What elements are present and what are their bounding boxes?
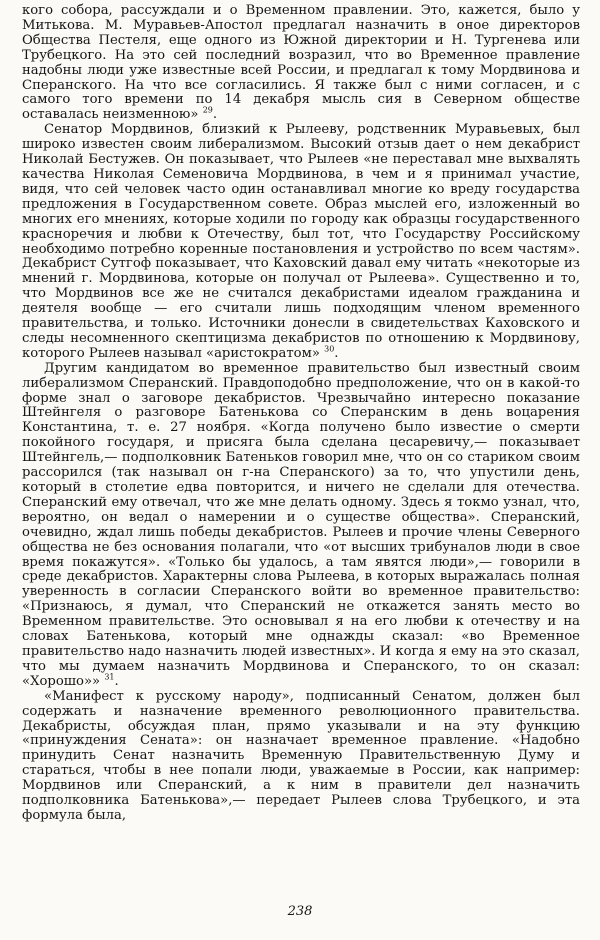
paragraph-text: «Манифест к русскому народу», подписанный Сенатом, должен был содержать и назначение временного революционного правительства. Декабристы, обсуждая план, прямо указывали и на эту функцию «принуждения Сената»: он назначает временное правление. «Надобно принудить Сенат назначить Временную Правительственную Думу и стараться, чтобы в нее попали люди, уважаемые в России, как например: Мордвинов или Сперанский, а к ним в правители дел назначить подполковника Батенькова»,— передает Рылеев слова Трубецкого, и эта формула была,: [22, 688, 580, 823]
paragraph-4: [22, 690, 580, 824]
paragraph-text: кого собора, рассуждали и о Временном правлении. Это, кажется, было у Митькова. М. Муравьев-Апостол предлагал назначить в оное директоров Общества Пестеля, еще одного из Южной директории и Н. Тургенева или Трубецкого. На это сей последний возразил, что во Временное правление надобны люди уже известные всей России, и предлагал к тому Мордвинова и Сперанского. На что все согласились. Я также был с ними согласен, и с самого того времени по 14 декабря мысль сия в Северном обществе оставалась неизменною»: [22, 3, 580, 123]
page-text: [22, 4, 580, 824]
paragraph-text: Сенатор Мордвинов, близкий к Рылееву, родственник Муравьевых, был широко известен своим либерализмом. Высокий отзыв дает о нем декабрист Николай Бестужев. Он показывает, что Рылеев «не переставал мне выхвалять качества Николая Семеновича Мордвинова, в чем и я принимал участие, видя, что сей человек часто один останавливал многие ко вреду государства предложения в Государственном совете. Образ мыслей его, изложенный во многих его мнениях, которые ходили по городу как образцы государственного красноречия и любви к Отечеству, был тот, что Государству Российскому необходимо потребно коренные постановления и устройство по всем частям». Декабрист Сутгоф показывает, что Каховский давал ему читать «некоторые из мнений г. Мордвинова, которые он получал от Рылеева». Существенно и то, что Мордвинов все же не считался декабристами идеалом гражданина и деятеля вообще — его считали лишь подходящим членом временного правительства, и только. Источники донесли в свидетельствах Каховского и следы несомненного скептицизма декабристов по отношению к Мордвинову, которого Рылеев называл «аристократом»: [22, 122, 580, 361]
footnote-ref[interactable]: 31: [104, 672, 115, 682]
paragraph-text: Другим кандидатом во временное правительство был известный своим либерализмом Сперанский. Правдоподобно предположение, что он в какой-то форме знал о заговоре декабристов. Чрезвычайно интересно показание Штейнгеля о разговоре Батенькова со Сперанским в день воцарения Константина, т. е. 27 ноября. «Когда получено было известие о смерти покойного государя, и присяга была сделана цесаревичу,— показывает Штейнгель,— подполковник Батеньков говорил мне, что он со стариком своим рассорился (так называл он г-на Сперанского) за то, что упустили день, который в столетие едва повторится, и ничего не сделали для отечества. Сперанский ему отвечал, что же мне делать одному. Здесь я токмо узнал, что, вероятно, он ведал о намерении и о существе общества». Сперанский, очевидно, ждал лишь победы декабристов. Рылеев и прочие члены Северного общества не без основания полагали, что «от высших трибуналов люди в свое время покажутся». «Только бы удалось, а там явятся люди»,— говорили в среде декабристов. Характерны слова Рылеева, в которых выражалась полная уверенность в согласии Сперанского войти во временное правительство: «Признаюсь, я думал, что Сперанский не откажется занять место во Временном правительстве. Это основывал я на его любви к отечеству и на словах Батенькова, который мне однажды сказал: «во Временное правительство надо назначить людей известных». И когда я ему на это сказал, что мы думаем назначить Мордвинова и Сперанского, то он сказал: «Хорошо»»: [22, 360, 580, 689]
page-number: 238: [287, 904, 313, 919]
footnote-ref[interactable]: 30: [324, 344, 335, 354]
paragraph-1: кого собора, рассуждали и о Временном правлении. Это, кажется, было у Митькова. М. Муравьев-Апостол предлагал назначить в оное директоров Общества Пестеля, еще одного из Южной директории и Н. Тургенева или Трубецкого. На это сей последний возразил, что во Временное правление надобны люди уже известные всей России, и предлагал к тому Мордвинова и Сперанского. На что все согласились. Я также был с ними согласен, и с самого того времени по 14 декабря мысль сия в Северном обществе оставалась неизменною» $^{29}$.: [22, 3, 580, 123]
paragraph-3: Другим кандидатом во временное правительство был известный своим либерализмом Сперанский. Правдоподобно предположение, что он в какой-то форме знал о заговоре декабристов. Чрезвычайно интересно показание Штейнгеля о разговоре Батенькова со Сперанским в день воцарения Константина, т. е. 27 ноября. «Когда получено было известие о смерти покойного государя, и присяга была сделана цесаревичу,— показывает Штейнгель,— подполковник Батеньков говорил мне, что он со стариком своим рассорился (так называл он г-на Сперанского) за то, что упустили день, который в столетие едва повторится, и ничего не сделали для отечества. Сперанский ему отвечал, что же мне делать одному. Здесь я токмо узнал, что, вероятно, он ведал о намерении и о существе общества». Сперанский, очевидно, ждал лишь победы декабристов. Рылеев и прочие члены Северного общества не без основания полагали, что «от высших трибуналов люди в свое время покажутся». «Только бы удалось, а там явятся люди»,— говорили в среде декабристов. Характерны слова Рылеева, в которых выражалась полная уверенность в согласии Сперанского войти во временное правительство: «Признаюсь, я думал, что Сперанский не откажется занять место во Временном правительстве. Это основывал я на его любви к отечеству и на словах Батенькова, который мне однажды сказал: «во Временное правительство надо назначить людей известных». И когда я ему на это сказал, что мы думаем назначить Мордвинова и Сперанского, то он сказал: «Хорошо»» $^{31}$.: [22, 360, 580, 689]
paragraph-2: Сенатор Мордвинов, близкий к Рылееву, родственник Муравьевых, был широко известен своим либерализмом. Высокий отзыв дает о нем декабрист Николай Бестужев. Он показывает, что Рылеев «не переставал мне выхвалять качества Николая Семеновича Мордвинова, в чем и я принимал участие, видя, что сей человек часто один останавливал многие ко вреду государства предложения в Государственном совете. Образ мыслей его, изложенный во многих его мнениях, которые ходили по городу как образцы государственного красноречия и любви к Отечеству, был тот, что Государству Российскому необходимо потребно коренные постановления и устройство по всем частям». Декабрист Сутгоф показывает, что Каховский давал ему читать «некоторые из мнений г. Мордвинова, которые он получал от Рылеева». Существенно и то, что Мордвинов все же не считался декабристами идеалом гражданина и деятеля вообще — его считали лишь подходящим членом временного правительства, и только. Источники донесли в свидетельствах Каховского и следы несомненного скептицизма декабристов по отношению к Мордвинову, которого Рылеев называл «аристократом» $^{30}$.: [22, 122, 580, 361]
footnote-ref[interactable]: 29: [202, 105, 213, 115]
